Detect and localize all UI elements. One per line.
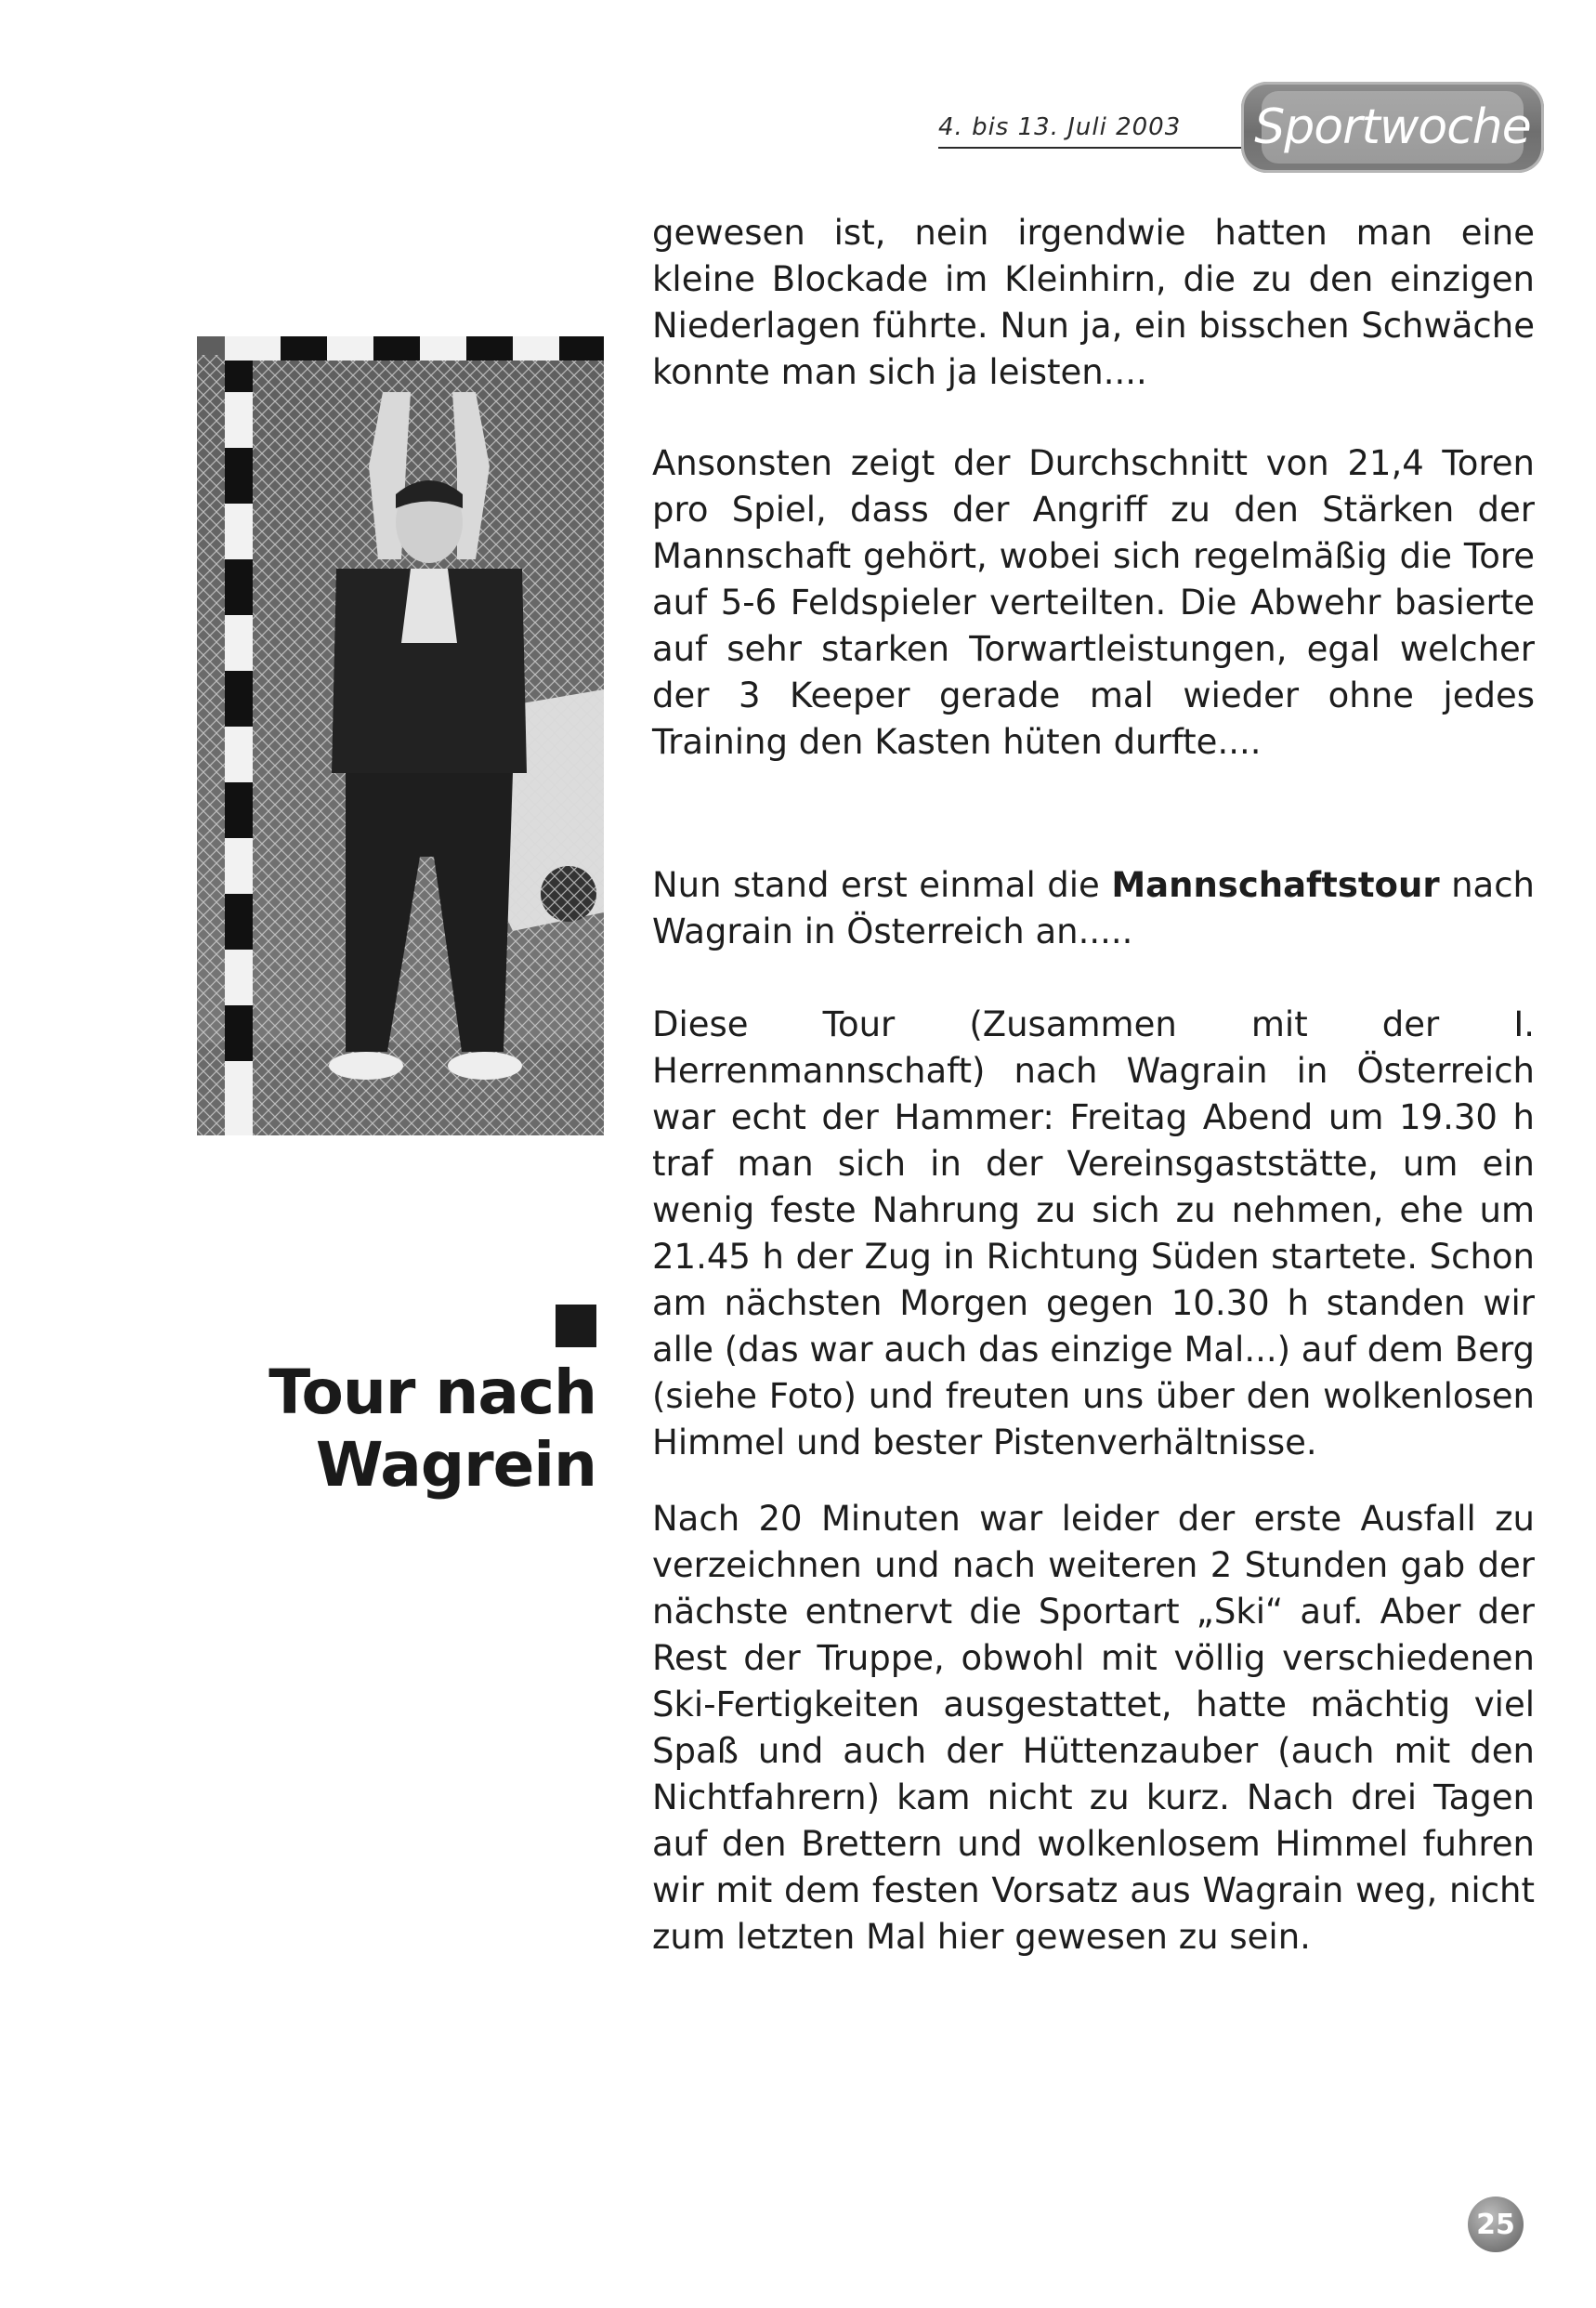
header-rule — [938, 147, 1245, 149]
p3-after: nach Wagrain in Österreich an..... — [652, 865, 1535, 951]
section-title — [268, 1357, 596, 1502]
section-title-line2: Wagrein — [315, 1429, 596, 1501]
section-title-line1: Tour nach — [268, 1357, 596, 1428]
p3-before: Nun stand erst einmal die — [652, 865, 1112, 905]
page-number: 25 — [1468, 2197, 1524, 2252]
header-badge-text: Sportwoche — [1254, 99, 1531, 155]
header-badge-inner — [1254, 91, 1531, 164]
article-paragraph-5: Nach 20 Minuten war leider der erste Ausfall zu verzeichnen und nach weiteren 2 Stunden gab der nächste entnervt die Sportart „Ski“ auf. Aber der Rest der Truppe, obwohl mit völlig verschiedenen Ski-Fertigkeiten ausgestattet, hatte mächtig viel Spaß und auch der Hüttenzauber (auch mit den Nichtfahrern) kam nicht zu kurz. Nach drei Tagen auf den Brettern und wolkenlosem Himmel fuhren wir mit dem festen Vorsatz aus Wagrain weg, nicht zum letzten Mal hier gewesen zu sein. — [652, 1499, 1535, 1957]
article-paragraph-4: Diese Tour (Zusammen mit der I. Herrenmannschaft) nach Wagrain in Österreich war echt der Hammer: Freitag Abend um 19.30 h traf man sich in der Vereinsgaststätte, um ein wenig feste Nahrung zu sich zu nehmen, ehe um 21.45 h der Zug in Richtung Süden startete. Schon am nächsten Morgen gegen 10.30 h standen wir alle (das war auch das einzige Mal...) auf dem Berg (siehe Foto) und freuten uns über den wolkenlosen Himmel und bester Pistenverhältnisse. — [652, 1004, 1535, 1462]
article-paragraph-1: gewesen ist, nein irgendwie hatten man eine kleine Blockade im Kleinhirn, die zu den einzigen Niederlagen führte. Nun ja, ein bisschen Schwäche konnte man sich ja leisten.... — [652, 213, 1535, 392]
article-paragraph-3 — [652, 862, 1535, 955]
section-marker — [556, 1305, 596, 1347]
goalkeeper-photo — [197, 336, 604, 1135]
p3-bold: Mannschaftstour — [1111, 865, 1440, 905]
goalkeeper-photo-drawing — [197, 336, 604, 1135]
header-date: 4. bis 13. Juli 2003 — [938, 113, 1182, 141]
header-badge — [1241, 82, 1544, 173]
article-paragraph-2: Ansonsten zeigt der Durchschnitt von 21,4 Toren pro Spiel, dass der Angriff zu den Stärken der Mannschaft gehört, wobei sich regelmäßig die Tore auf 5-6 Feldspieler verteilten. Die Abwehr basierte auf sehr starken Torwartleistungen, egal welcher der 3 Keeper gerade mal wieder ohne jedes Training den Kasten hüten durfte.... — [652, 443, 1535, 762]
